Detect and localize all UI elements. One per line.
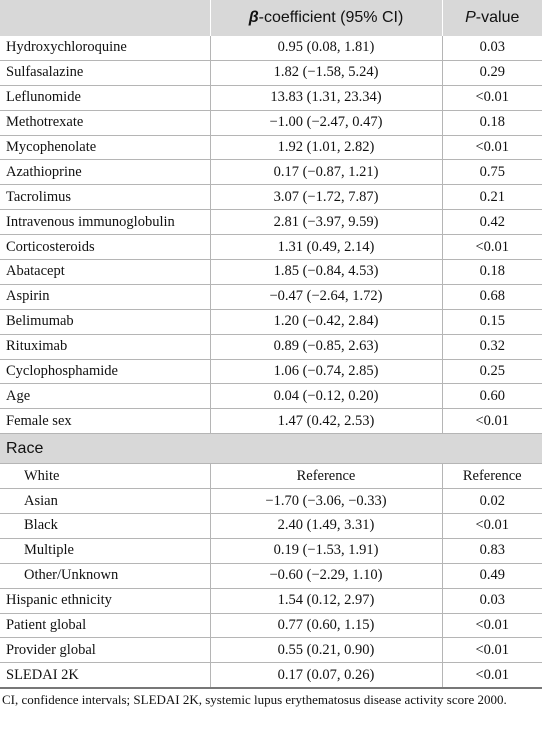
header-coefficient — [210, 0, 442, 36]
row-coefficient: 1.92 (1.01, 2.82) — [210, 135, 442, 160]
row-pvalue: 0.18 — [442, 110, 542, 135]
row-label: Leflunomide — [0, 85, 210, 110]
table-row — [0, 60, 542, 85]
table-row — [0, 110, 542, 135]
table-row — [0, 135, 542, 160]
row-coefficient: 0.95 (0.08, 1.81) — [210, 36, 442, 60]
row-pvalue: 0.25 — [442, 359, 542, 384]
table-row — [0, 613, 542, 638]
row-pvalue: 0.83 — [442, 538, 542, 563]
header-pvalue-label: -value — [475, 9, 520, 26]
table-row — [0, 409, 542, 434]
row-pvalue: <0.01 — [442, 135, 542, 160]
row-label: Belimumab — [0, 309, 210, 334]
table-row — [0, 538, 542, 563]
row-label: Age — [0, 384, 210, 409]
row-pvalue: 0.49 — [442, 563, 542, 588]
row-coefficient: 1.47 (0.42, 2.53) — [210, 409, 442, 434]
row-label: Mycophenolate — [0, 135, 210, 160]
row-label: Sulfasalazine — [0, 60, 210, 85]
row-label: Hispanic ethnicity — [0, 588, 210, 613]
table-row — [0, 464, 542, 489]
row-coefficient: 0.17 (−0.87, 1.21) — [210, 160, 442, 185]
row-label: Hydroxychloroquine — [0, 36, 210, 60]
row-coefficient: −1.70 (−3.06, −0.33) — [210, 489, 442, 514]
header-pvalue — [442, 0, 542, 36]
table-row — [0, 514, 542, 539]
row-coefficient: −0.47 (−2.64, 1.72) — [210, 284, 442, 309]
row-label: Other/Unknown — [0, 563, 210, 588]
row-coefficient: 1.85 (−0.84, 4.53) — [210, 260, 442, 285]
row-label: Azathioprine — [0, 160, 210, 185]
table-row — [0, 489, 542, 514]
row-label: Multiple — [0, 538, 210, 563]
table-row — [0, 185, 542, 210]
row-coefficient: −0.60 (−2.29, 1.10) — [210, 563, 442, 588]
row-coefficient: 2.40 (1.49, 3.31) — [210, 514, 442, 539]
table-row — [0, 384, 542, 409]
row-pvalue: <0.01 — [442, 663, 542, 688]
row-pvalue: <0.01 — [442, 85, 542, 110]
row-coefficient: 0.89 (−0.85, 2.63) — [210, 334, 442, 359]
row-pvalue: 0.18 — [442, 260, 542, 285]
table-row — [0, 160, 542, 185]
table-row — [0, 588, 542, 613]
row-coefficient: 1.20 (−0.42, 2.84) — [210, 309, 442, 334]
row-label: Rituximab — [0, 334, 210, 359]
row-pvalue: 0.03 — [442, 588, 542, 613]
row-label: White — [0, 464, 210, 489]
table-row — [0, 85, 542, 110]
table-row — [0, 638, 542, 663]
table-row — [0, 260, 542, 285]
header-coefficient-label: -coefficient (95% CI) — [258, 9, 404, 26]
row-pvalue: <0.01 — [442, 409, 542, 434]
row-pvalue: 0.29 — [442, 60, 542, 85]
row-label: Female sex — [0, 409, 210, 434]
row-coefficient: Reference — [210, 464, 442, 489]
section-title: Race — [0, 434, 542, 464]
row-label: Cyclophosphamide — [0, 359, 210, 384]
row-label: Aspirin — [0, 284, 210, 309]
row-pvalue: 0.42 — [442, 210, 542, 235]
row-label: Abatacept — [0, 260, 210, 285]
table-footnote: CI, confidence intervals; SLEDAI 2K, systemic lupus erythematosus disease activity score 2000. — [2, 692, 507, 707]
table-row — [0, 284, 542, 309]
table-row — [0, 309, 542, 334]
row-coefficient: 3.07 (−1.72, 7.87) — [210, 185, 442, 210]
row-coefficient: 1.06 (−0.74, 2.85) — [210, 359, 442, 384]
row-label: Corticosteroids — [0, 235, 210, 260]
row-pvalue: <0.01 — [442, 235, 542, 260]
row-pvalue: Reference — [442, 464, 542, 489]
row-coefficient: 2.81 (−3.97, 9.59) — [210, 210, 442, 235]
row-coefficient: 0.77 (0.60, 1.15) — [210, 613, 442, 638]
row-coefficient: 0.04 (−0.12, 0.20) — [210, 384, 442, 409]
row-coefficient: 1.82 (−1.58, 5.24) — [210, 60, 442, 85]
row-pvalue: 0.60 — [442, 384, 542, 409]
row-coefficient: 1.31 (0.49, 2.14) — [210, 235, 442, 260]
row-pvalue: 0.68 — [442, 284, 542, 309]
row-coefficient: −1.00 (−2.47, 0.47) — [210, 110, 442, 135]
table-row — [0, 36, 542, 60]
row-label: Asian — [0, 489, 210, 514]
row-pvalue: 0.21 — [442, 185, 542, 210]
header-variable — [0, 0, 210, 36]
table-row — [0, 563, 542, 588]
header-coefficient-symbol: β — [248, 9, 259, 26]
row-label: SLEDAI 2K — [0, 663, 210, 688]
row-pvalue: <0.01 — [442, 514, 542, 539]
table-row — [0, 235, 542, 260]
row-coefficient: 13.83 (1.31, 23.34) — [210, 85, 442, 110]
row-label: Patient global — [0, 613, 210, 638]
table-row — [0, 334, 542, 359]
row-coefficient: 1.54 (0.12, 2.97) — [210, 588, 442, 613]
row-pvalue: 0.32 — [442, 334, 542, 359]
table-row — [0, 359, 542, 384]
section-row-race — [0, 434, 542, 464]
row-label: Tacrolimus — [0, 185, 210, 210]
table-row — [0, 663, 542, 688]
row-pvalue: 0.15 — [442, 309, 542, 334]
row-pvalue: 0.75 — [442, 160, 542, 185]
row-pvalue: 0.03 — [442, 36, 542, 60]
row-coefficient: 0.55 (0.21, 0.90) — [210, 638, 442, 663]
row-label: Black — [0, 514, 210, 539]
row-coefficient: 0.17 (0.07, 0.26) — [210, 663, 442, 688]
table-row — [0, 210, 542, 235]
row-pvalue: <0.01 — [442, 638, 542, 663]
row-label: Intravenous immunoglobulin — [0, 210, 210, 235]
row-coefficient: 0.19 (−1.53, 1.91) — [210, 538, 442, 563]
table-header-row — [0, 0, 542, 36]
row-pvalue: 0.02 — [442, 489, 542, 514]
row-pvalue: <0.01 — [442, 613, 542, 638]
row-label: Provider global — [0, 638, 210, 663]
row-label: Methotrexate — [0, 110, 210, 135]
header-pvalue-symbol: P — [465, 9, 476, 26]
